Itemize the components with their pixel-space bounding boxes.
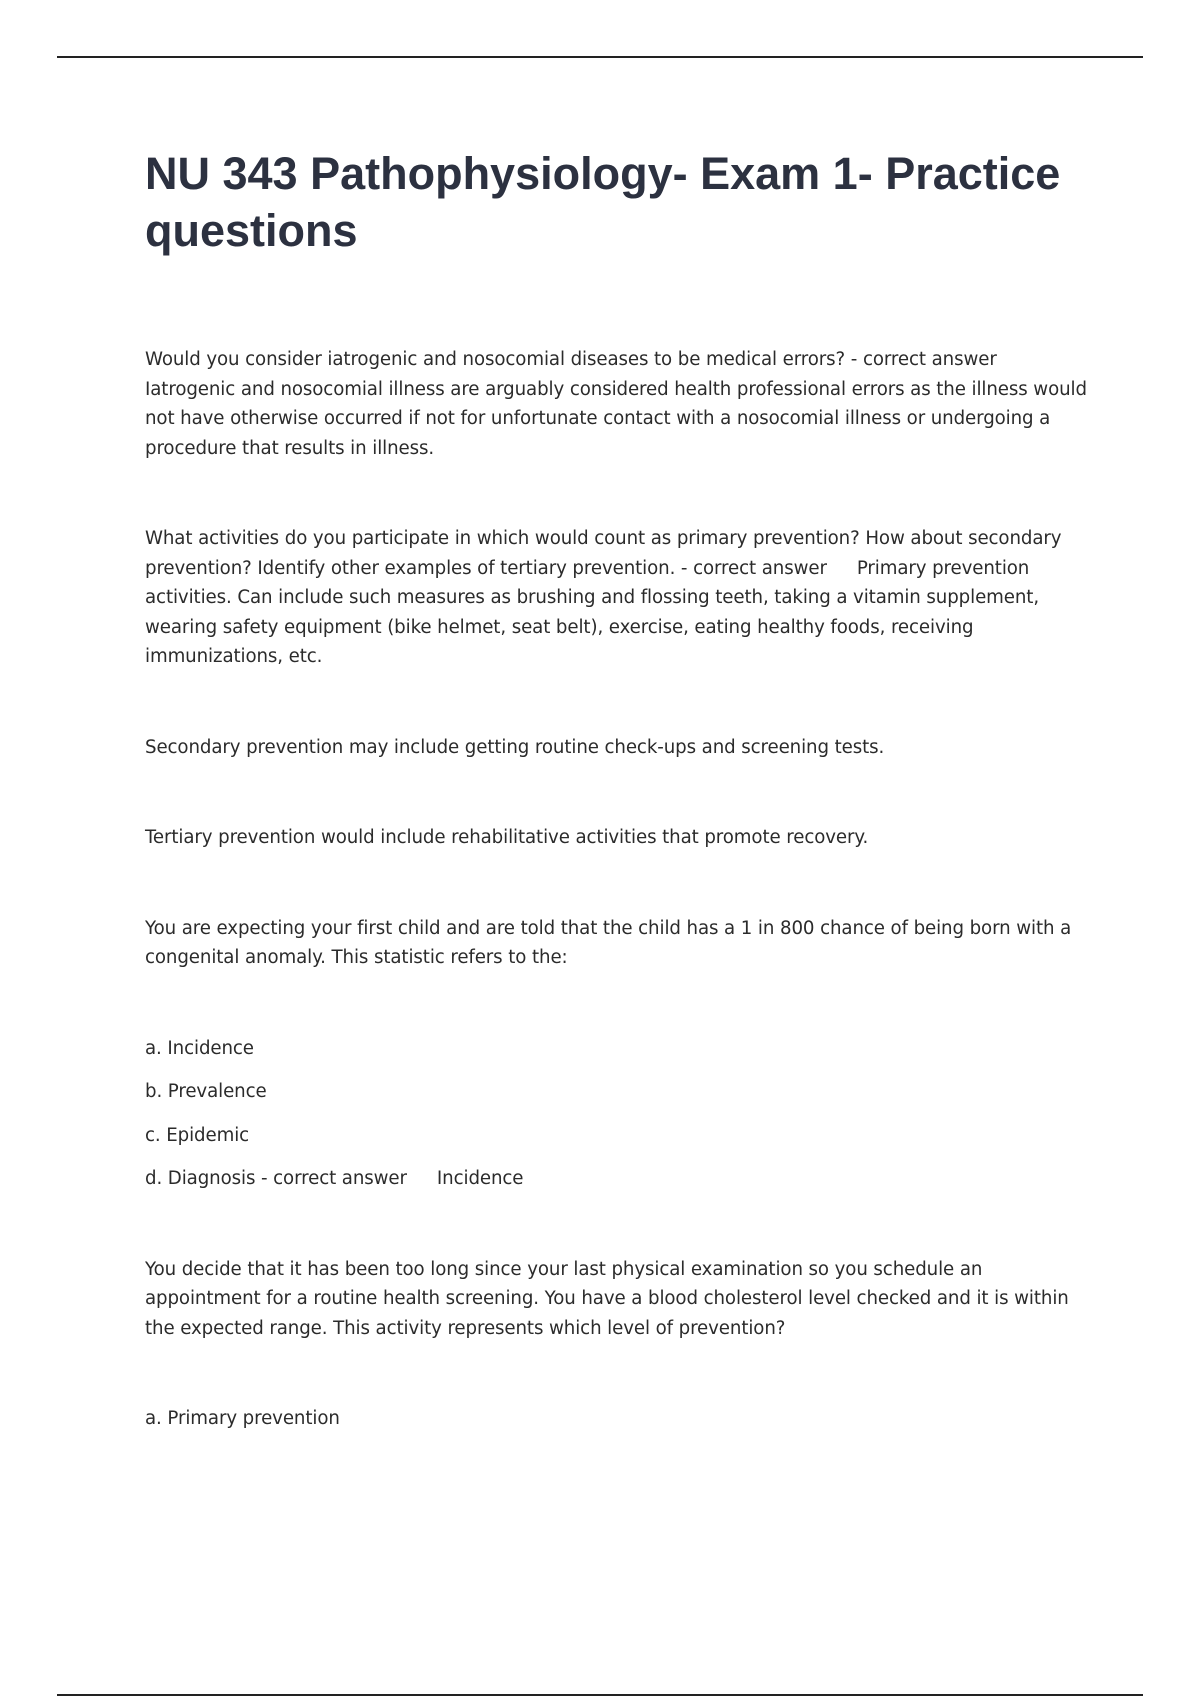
option-d-with-answer: d. Diagnosis - correct answer Incidence: [145, 1168, 524, 1189]
question-physical-exam: You decide that it has been too long since your last physical examination so you schedule an appointment for a routine health screening. You have a blood cholesterol level checked and it is within the expected range. This activity represents which level of prevention?: [145, 1258, 1069, 1339]
document-title: NU 343 Pathophysiology- Exam 1- Practice questions: [145, 148, 1061, 256]
option-a: a. Incidence: [145, 1037, 254, 1059]
bottom-rule: [57, 1694, 1143, 1696]
answer-text: Incidence: [436, 1168, 524, 1189]
tertiary-prevention-text: Tertiary prevention would include rehabilitative activities that promote recovery.: [145, 827, 869, 848]
top-rule: [57, 56, 1143, 58]
question-statistic: You are expecting your first child and are told that the child has a 1 in 800 chance of being born with a congenital anomaly. This statistic refers to the:: [145, 917, 1072, 968]
document-body: [145, 145, 1090, 1448]
option-c: c. Epidemic: [145, 1124, 250, 1146]
secondary-prevention-text: Secondary prevention may include getting routine check-ups and screening tests.: [145, 736, 885, 758]
question-iatrogenic: Would you consider iatrogenic and nosocomial diseases to be medical errors? - correct answer Iatrogenic and nosocomial illness are arguably considered health professional errors as the illness would not have otherwise occurred if not for unfortunate contact with a nosocomial illness or undergoing a procedure that results in illness.: [145, 349, 1087, 459]
option-b: b. Prevalence: [145, 1081, 267, 1102]
question-prevention: What activities do you participate in which would count as primary prevention? How about secondary prevention? Identify other examples of tertiary prevention. - correct answer Primary prevention activities. Can include such measures as brushing and flossing teeth, taking a vitamin supplement, wearing safety equipment (bike helmet, seat belt), exercise, eating healthy foods, receiving immunizations, etc.: [145, 528, 1062, 667]
option-a-primary: a. Primary prevention: [145, 1408, 340, 1429]
